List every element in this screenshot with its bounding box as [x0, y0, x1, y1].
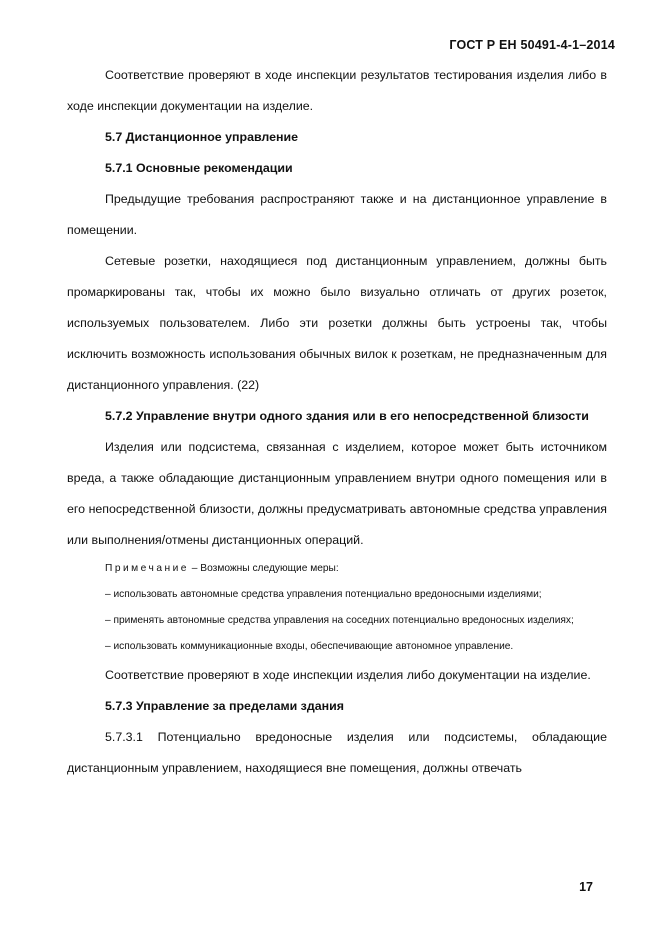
paragraph-previous-requirements: Предыдущие требования распространяют также и на дистанционное управление в помещении. [67, 192, 607, 237]
note-label: Примечание [105, 563, 189, 574]
note-item-1: – использовать автономные средства управления потенциально вредоносными изделиями; [105, 589, 542, 600]
section-heading-5-7-1: 5.7.1 Основные рекомендации [105, 161, 293, 175]
section-heading-5-7: 5.7 Дистанционное управление [105, 130, 298, 144]
note-text: – Возможны следующие меры: [188, 563, 339, 574]
document-code-header: ГОСТ Р ЕН 50491-4-1–2014 [449, 38, 615, 52]
section-heading-5-7-2: 5.7.2 Управление внутри одного здания или в его непосредственной близости [105, 409, 589, 423]
page-number: 17 [579, 880, 593, 894]
note-heading [67, 556, 607, 582]
paragraph-compliance-2: Соответствие проверяют в ходе инспекции изделия либо документации на изделие. [105, 668, 591, 682]
note-item-3: – использовать коммуникационные входы, обеспечивающие автономное управление. [105, 641, 514, 652]
paragraph-5-7-3-1: 5.7.3.1 Потенциально вредоносные изделия или подсистемы, обладающие дистанционным управлением, находящиеся вне помещения, должны отвечать [67, 730, 607, 775]
paragraph-sockets: Сетевые розетки, находящиеся под дистанционным управлением, должны быть промаркированы так, чтобы их можно было визуально отличать от других розеток, используемых пользователем. Либо эти розетки должны быть устроены так, чтобы исключить возможность использования обычных вилок к розеткам, не предназначенным для дистанционного управления. (22) [67, 254, 607, 392]
note-item-2: – применять автономные средства управления на соседних потенциально вредоносных изделиях; [105, 615, 574, 626]
paragraph-products: Изделия или подсистема, связанная с изделием, которое может быть источником вреда, а также обладающие дистанционным управлением внутри одного помещения или в его непосредственной близости, должны предусматривать автономные средства управления или выполнения/отмены дистанционных операций. [67, 440, 607, 547]
section-heading-5-7-3: 5.7.3 Управление за пределами здания [105, 699, 344, 713]
paragraph-compliance-1: Соответствие проверяют в ходе инспекции результатов тестирования изделия либо в ходе инспекции документации на изделие. [67, 68, 607, 113]
page-body [67, 60, 607, 784]
